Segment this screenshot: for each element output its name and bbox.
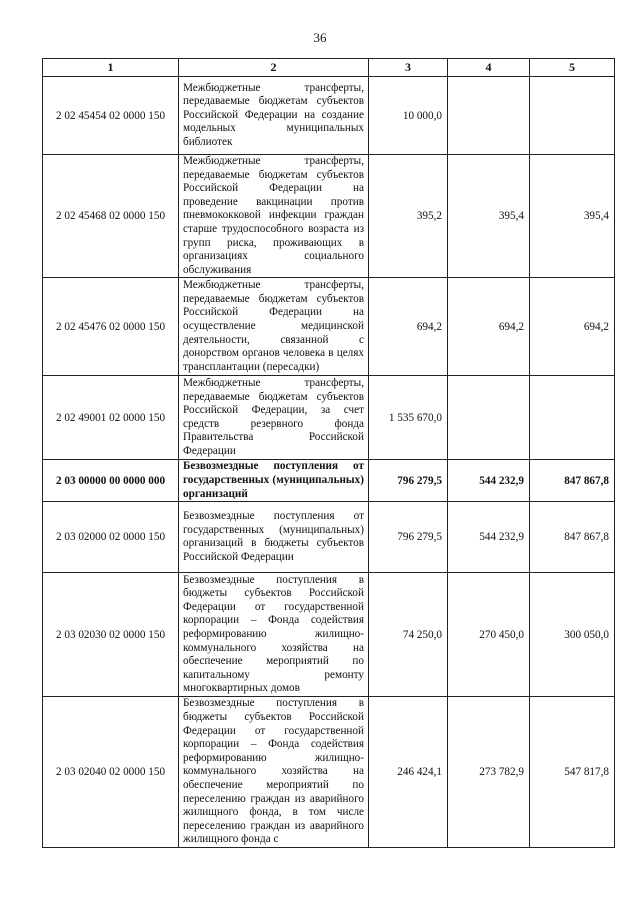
table-row <box>43 460 615 502</box>
value-col5-cell: 300 050,0 <box>530 573 615 697</box>
table-row <box>43 77 615 155</box>
budget-code-cell: 2 02 45468 02 0000 150 <box>43 155 179 278</box>
value-col4-cell: 544 232,9 <box>448 502 530 573</box>
value-col4-cell: 544 232,9 <box>448 460 530 502</box>
description-cell: Безвозмездные поступления от государственных (муниципальных) организаций в бюджеты субъектов Российской Федерации <box>179 502 369 573</box>
page-number: 36 <box>313 30 327 45</box>
table-row <box>43 278 615 376</box>
value-col5-cell: 395,4 <box>530 155 615 278</box>
value-col5-cell: 847 867,8 <box>530 502 615 573</box>
table-row <box>43 573 615 697</box>
table-row <box>43 376 615 460</box>
value-col3-cell: 10 000,0 <box>369 77 448 155</box>
value-col3-cell: 1 535 670,0 <box>369 376 448 460</box>
description-cell: Безвозмездные поступления в бюджеты субъектов Российской Федерации от государственной корпорации – Фонда содействия реформированию жилищно-коммунального хозяйства на обеспечение мероприятий по переселению граждан из аварийного жилищного фонда, в том числе переселению граждан из аварийного жилищного фонда с <box>179 697 369 848</box>
value-col4-cell: 273 782,9 <box>448 697 530 848</box>
description-cell: Межбюджетные трансферты, передаваемые бюджетам субъектов Российской Федерации на осуществление медицинской деятельности, связанной с донорством органов человека в целях трансплантации (пересадки) <box>179 278 369 376</box>
description-cell: Безвозмездные поступления в бюджеты субъектов Российской Федерации от государственной корпорации – Фонда содействия реформированию жилищно-коммунального хозяйства на обеспечение мероприятий по капитальному ремонту многоквартирных домов <box>179 573 369 697</box>
description-cell: Межбюджетные трансферты, передаваемые бюджетам субъектов Российской Федерации на создание модельных муниципальных библиотек <box>179 77 369 155</box>
column-header-2: 2 <box>179 59 369 77</box>
description-cell: Межбюджетные трансферты, передаваемые бюджетам субъектов Российской Федерации, за счет средств резервного фонда Правительства Российской Федерации <box>179 376 369 460</box>
column-header-5: 5 <box>530 59 615 77</box>
value-col4-cell <box>448 376 530 460</box>
value-col3-cell: 246 424,1 <box>369 697 448 848</box>
budget-code-cell: 2 02 49001 02 0000 150 <box>43 376 179 460</box>
value-col4-cell: 694,2 <box>448 278 530 376</box>
value-col5-cell: 694,2 <box>530 278 615 376</box>
budget-code-cell: 2 03 02040 02 0000 150 <box>43 697 179 848</box>
budget-code-cell: 2 02 45476 02 0000 150 <box>43 278 179 376</box>
description-cell: Безвозмездные поступления от государственных (муниципальных) организаций <box>179 460 369 502</box>
budget-code-cell: 2 02 45454 02 0000 150 <box>43 77 179 155</box>
value-col3-cell: 796 279,5 <box>369 502 448 573</box>
column-header-3: 3 <box>369 59 448 77</box>
value-col3-cell: 694,2 <box>369 278 448 376</box>
table-row <box>43 697 615 848</box>
description-cell: Межбюджетные трансферты, передаваемые бюджетам субъектов Российской Федерации на проведение вакцинации против пневмококковой инфекции граждан старше трудоспособного возраста из групп риска, проживающих в организациях социального обслуживания <box>179 155 369 278</box>
value-col3-cell: 74 250,0 <box>369 573 448 697</box>
value-col4-cell <box>448 77 530 155</box>
value-col5-cell <box>530 77 615 155</box>
value-col3-cell: 796 279,5 <box>369 460 448 502</box>
value-col3-cell: 395,2 <box>369 155 448 278</box>
budget-table <box>42 58 615 848</box>
budget-code-cell: 2 03 02030 02 0000 150 <box>43 573 179 697</box>
budget-code-cell: 2 03 02000 02 0000 150 <box>43 502 179 573</box>
budget-code-cell: 2 03 00000 00 0000 000 <box>43 460 179 502</box>
value-col4-cell: 395,4 <box>448 155 530 278</box>
value-col5-cell: 547 817,8 <box>530 697 615 848</box>
value-col4-cell: 270 450,0 <box>448 573 530 697</box>
header-row <box>43 59 615 77</box>
value-col5-cell: 847 867,8 <box>530 460 615 502</box>
table-row <box>43 155 615 278</box>
column-header-1: 1 <box>43 59 179 77</box>
column-header-4: 4 <box>448 59 530 77</box>
value-col5-cell <box>530 376 615 460</box>
table-row <box>43 502 615 573</box>
